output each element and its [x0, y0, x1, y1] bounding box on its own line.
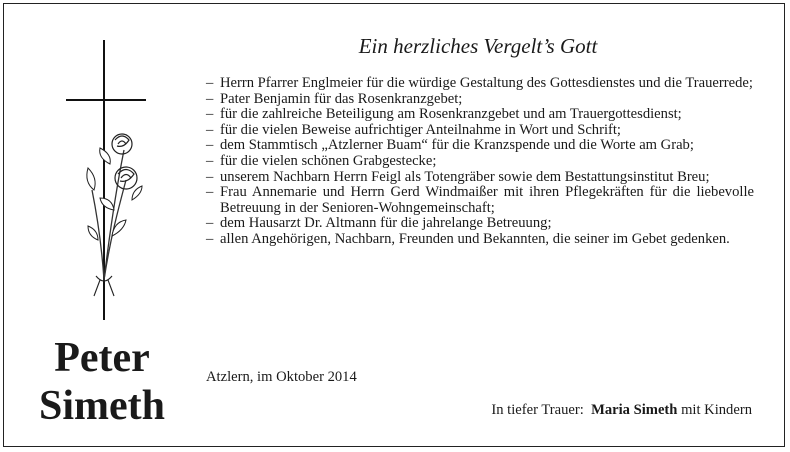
notice-title: Ein herzliches Vergelt’s Gott [358, 34, 598, 58]
mourner-name: Maria Simeth [591, 402, 678, 418]
cross-with-roses-icon [54, 40, 164, 320]
list-item: – unserem Nachbarn Herrn Feigl als Totengräber sowie dem Bestattungsinstitut Breu; [206, 170, 754, 186]
list-item: – allen Angehörigen, Nachbarn, Freunden und Bekannten, die seiner im Gebet gedenken. [206, 232, 754, 248]
list-item: – Pater Benjamin für das Rosenkranzgebet; [206, 92, 754, 108]
deceased-first-name: Peter [54, 335, 150, 381]
mourning-line [491, 402, 752, 419]
list-item: – für die zahlreiche Beteiligung am Rosenkranzgebet und am Trauergottesdienst; [206, 107, 754, 123]
list-item: – Herrn Pfarrer Englmeier für die würdige Gestaltung des Gottesdienstes und die Trauerrede; [206, 76, 754, 92]
list-item: – dem Hausarzt Dr. Altmann für die jahrelange Betreuung; [206, 216, 754, 232]
list-item: – für die vielen schönen Grabgestecke; [206, 154, 754, 170]
thanks-list [206, 76, 754, 248]
place-date: Atzlern, im Oktober 2014 [206, 369, 357, 385]
deceased-last-name: Simeth [39, 383, 165, 429]
list-item: – Frau Annemarie und Herrn Gerd Windmaißer mit ihren Pflegekräften für die liebevolle Betreuung in der Senioren-Wohngemeinschaft; [206, 185, 754, 216]
mourning-suffix: mit Kindern [681, 402, 752, 418]
list-item: – dem Stammtisch „Atzlerner Buam“ für die Kranzspende und die Worte am Grab; [206, 138, 754, 154]
mourning-prefix: In tiefer Trauer: [491, 402, 584, 418]
list-item: – für die vielen Beweise aufrichtiger Anteilnahme in Wort und Schrift; [206, 123, 754, 139]
